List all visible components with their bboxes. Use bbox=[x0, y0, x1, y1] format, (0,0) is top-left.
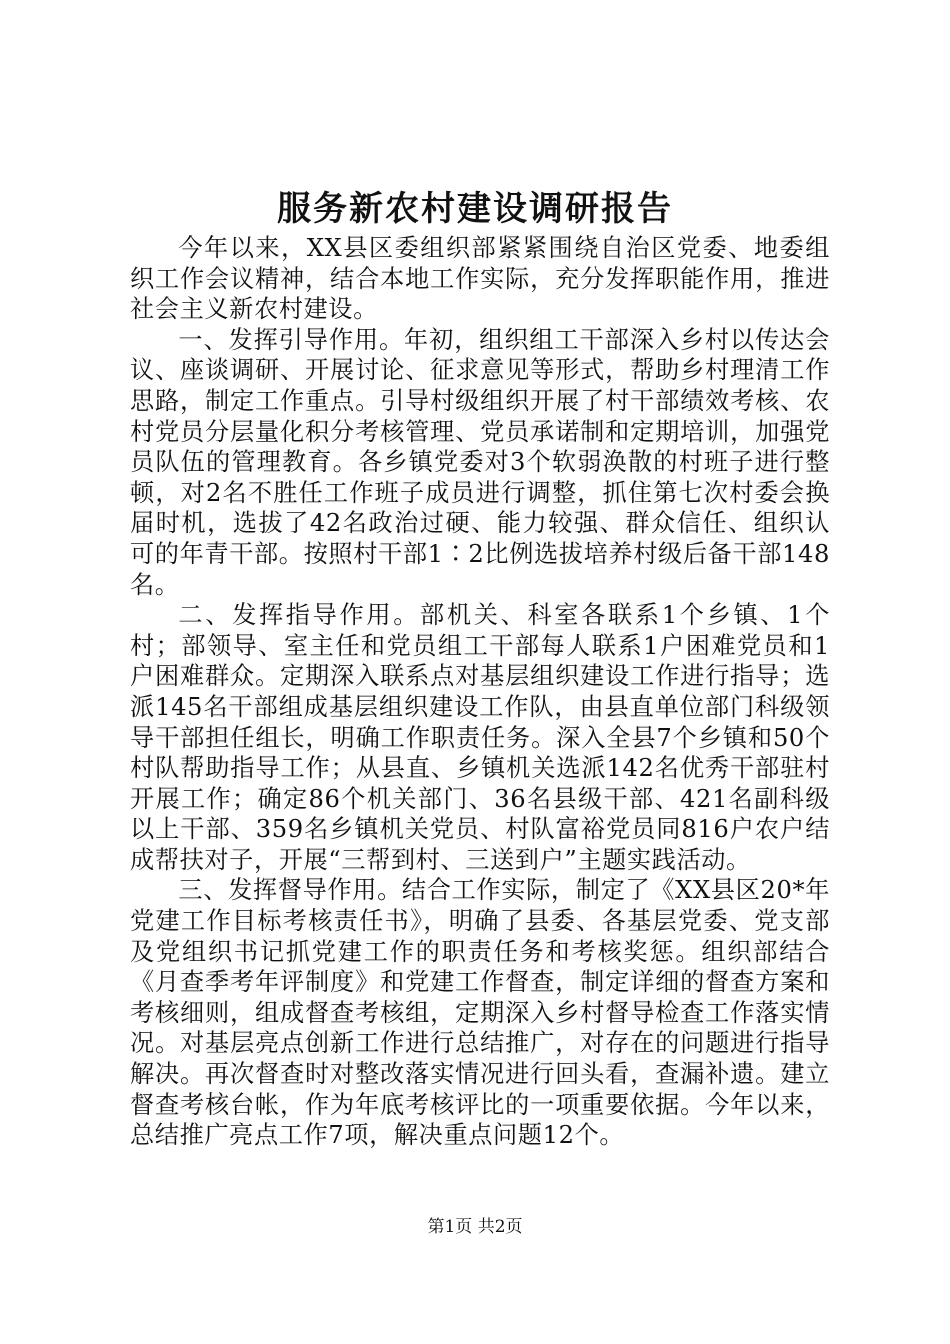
document-title: 服务新农村建设调研报告 bbox=[277, 189, 673, 229]
page-number-footer: 第1页 共2页 bbox=[427, 1217, 523, 1237]
section-1-paragraph: 一、发挥引导作用。年初，组织组工干部深入乡村以传达会议、座谈调研、开展讨论、征求意见等形式，帮助乡村理清工作思路，制定工作重点。引导村级组织开展了村干部绩效考核、农村党员分层量化积分考核管理、党员承诺制和定期培训，加强党员队伍的管理教育。各乡镇党委对3个软弱涣散的村班子进行整顿，对2名不胜任工作班子成员进行调整，抓住第七次村委会换届时机，选拔了42名政治过硬、能力较强、群众信任、组织认可的年青干部。按照村干部1∶2比例选拔培养村级后备干部148名。 bbox=[130, 325, 830, 599]
document-body bbox=[130, 233, 830, 1151]
intro-paragraph: 今年以来，XX县区委组织部紧紧围绕自治区党委、地委组织工作会议精神，结合本地工作实际，充分发挥职能作用，推进社会主义新农村建设。 bbox=[130, 234, 830, 324]
section-2-paragraph: 二、发挥指导作用。部机关、科室各联系1个乡镇、1个村；部领导、室主任和党员组工干部每人联系1户困难党员和1户困难群众。定期深入联系点对基层组织建设工作进行指导；选派145名干部组成基层组织建设工作队，由县直单位部门科级领导干部担任组长，明确工作职责任务。深入全县7个乡镇和50个村队帮助指导工作；从县直、乡镇机关选派142名优秀干部驻村开展工作；确定86个机关部门、36名县级干部、421名副科级以上干部、359名乡镇机关党员、村队富裕党员同816户农户结成帮扶对子，开展“三帮到村、三送到户”主题实践活动。 bbox=[130, 601, 830, 874]
section-3-paragraph: 三、发挥督导作用。结合工作实际，制定了《XX县区20*年党建工作目标考核责任书》，明确了县委、各基层党委、党支部及党组织书记抓党建工作的职责任务和考核奖惩。组织部结合《月查季考年评制度》和党建工作督查，制定详细的督查方案和考核细则，组成督查考核组，定期深入乡村督导检查工作落实情况。对基层亮点创新工作进行总结推广，对存在的问题进行指导解决。再次督查时对整改落实情况进行回头看，查漏补遗。建立督查考核台帐，作为年底考核评比的一项重要依据。今年以来，总结推广亮点工作7项，解决重点问题12个。 bbox=[130, 876, 830, 1150]
